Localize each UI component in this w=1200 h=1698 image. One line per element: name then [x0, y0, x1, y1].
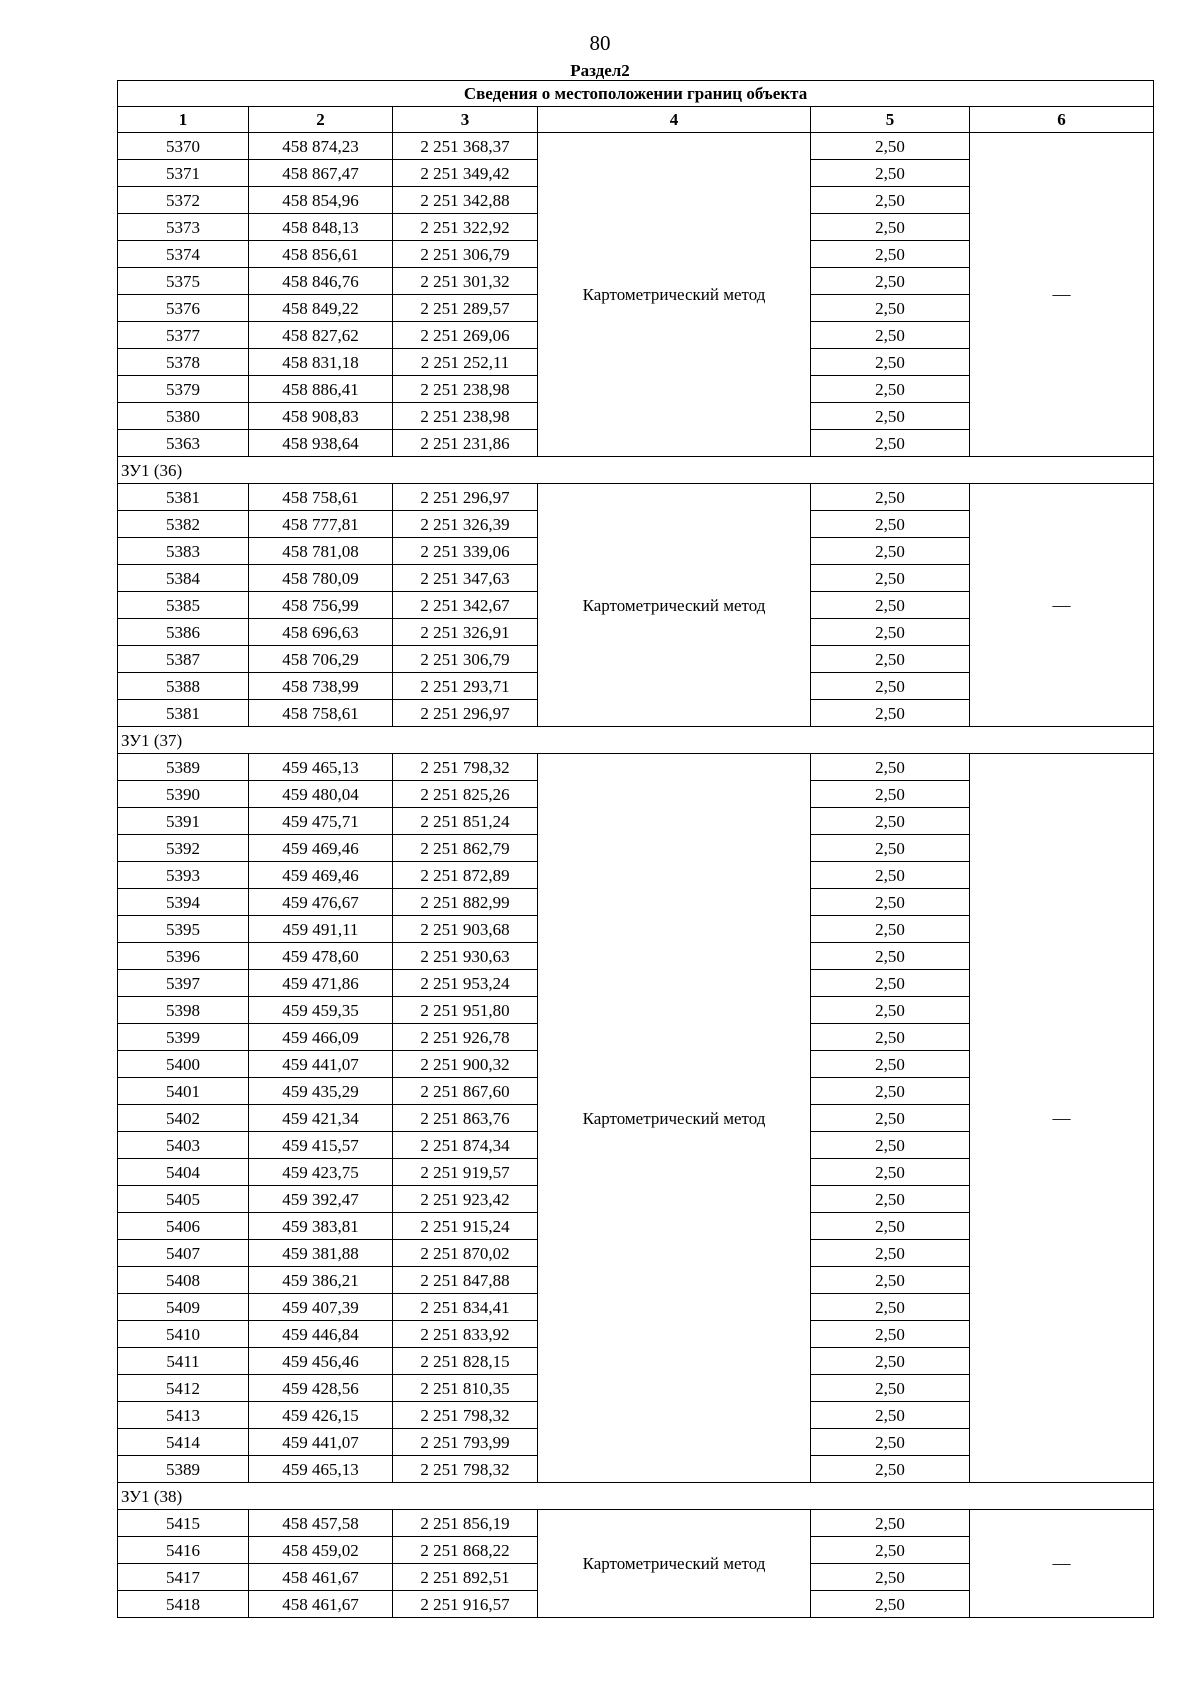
point-number-cell: 5363 — [118, 430, 249, 457]
precision-cell: 2,50 — [811, 1402, 970, 1429]
precision-cell: 2,50 — [811, 484, 970, 511]
precision-cell: 2,50 — [811, 322, 970, 349]
y-coordinate-cell: 2 251 892,51 — [393, 1564, 538, 1591]
y-coordinate-cell: 2 251 301,32 — [393, 268, 538, 295]
point-number-cell: 5389 — [118, 754, 249, 781]
precision-cell: 2,50 — [811, 700, 970, 727]
x-coordinate-cell: 459 476,67 — [249, 889, 393, 916]
x-coordinate-cell: 458 848,13 — [249, 214, 393, 241]
point-number-cell: 5380 — [118, 403, 249, 430]
group-label: ЗУ1 (36) — [118, 457, 1154, 484]
table-row — [118, 754, 1154, 781]
y-coordinate-cell: 2 251 339,06 — [393, 538, 538, 565]
y-coordinate-cell: 2 251 793,99 — [393, 1429, 538, 1456]
precision-cell: 2,50 — [811, 1132, 970, 1159]
y-coordinate-cell: 2 251 238,98 — [393, 376, 538, 403]
precision-cell: 2,50 — [811, 214, 970, 241]
point-number-cell: 5388 — [118, 673, 249, 700]
x-coordinate-cell: 459 441,07 — [249, 1429, 393, 1456]
group-label: ЗУ1 (37) — [118, 727, 1154, 754]
x-coordinate-cell: 458 846,76 — [249, 268, 393, 295]
x-coordinate-cell: 458 738,99 — [249, 673, 393, 700]
point-number-cell: 5386 — [118, 619, 249, 646]
x-coordinate-cell: 458 886,41 — [249, 376, 393, 403]
precision-cell: 2,50 — [811, 997, 970, 1024]
point-number-cell: 5381 — [118, 484, 249, 511]
x-coordinate-cell: 459 446,84 — [249, 1321, 393, 1348]
x-coordinate-cell: 458 758,61 — [249, 484, 393, 511]
precision-cell: 2,50 — [811, 565, 970, 592]
x-coordinate-cell: 458 849,22 — [249, 295, 393, 322]
point-number-cell: 5392 — [118, 835, 249, 862]
point-number-cell: 5391 — [118, 808, 249, 835]
x-coordinate-cell: 459 491,11 — [249, 916, 393, 943]
precision-cell: 2,50 — [811, 592, 970, 619]
precision-cell: 2,50 — [811, 1186, 970, 1213]
y-coordinate-cell: 2 251 872,89 — [393, 862, 538, 889]
section-title: Раздел2 — [570, 61, 630, 80]
x-coordinate-cell: 459 428,56 — [249, 1375, 393, 1402]
point-number-cell: 5399 — [118, 1024, 249, 1051]
x-coordinate-cell: 459 441,07 — [249, 1051, 393, 1078]
x-coordinate-cell: 458 827,62 — [249, 322, 393, 349]
x-coordinate-cell: 458 780,09 — [249, 565, 393, 592]
y-coordinate-cell: 2 251 867,60 — [393, 1078, 538, 1105]
method-cell: Картометрический метод — [538, 1510, 811, 1618]
point-number-cell: 5395 — [118, 916, 249, 943]
x-coordinate-cell: 458 457,58 — [249, 1510, 393, 1537]
precision-cell: 2,50 — [811, 1321, 970, 1348]
x-coordinate-cell: 459 435,29 — [249, 1078, 393, 1105]
precision-cell: 2,50 — [811, 1375, 970, 1402]
x-coordinate-cell: 458 856,61 — [249, 241, 393, 268]
y-coordinate-cell: 2 251 900,32 — [393, 1051, 538, 1078]
precision-cell: 2,50 — [811, 376, 970, 403]
group-label: ЗУ1 (38) — [118, 1483, 1154, 1510]
precision-cell: 2,50 — [811, 1591, 970, 1618]
point-number-cell: 5406 — [118, 1213, 249, 1240]
x-coordinate-cell: 458 461,67 — [249, 1564, 393, 1591]
precision-cell: 2,50 — [811, 160, 970, 187]
column-header: 2 — [249, 107, 393, 133]
x-coordinate-cell: 459 480,04 — [249, 781, 393, 808]
y-coordinate-cell: 2 251 953,24 — [393, 970, 538, 997]
precision-cell: 2,50 — [811, 1024, 970, 1051]
column-header: 5 — [811, 107, 970, 133]
point-number-cell: 5403 — [118, 1132, 249, 1159]
point-number-cell: 5394 — [118, 889, 249, 916]
precision-cell: 2,50 — [811, 916, 970, 943]
x-coordinate-cell: 458 908,83 — [249, 403, 393, 430]
point-number-cell: 5379 — [118, 376, 249, 403]
x-coordinate-cell: 458 874,23 — [249, 133, 393, 160]
y-coordinate-cell: 2 251 874,34 — [393, 1132, 538, 1159]
x-coordinate-cell: 458 831,18 — [249, 349, 393, 376]
x-coordinate-cell: 458 938,64 — [249, 430, 393, 457]
point-number-cell: 5371 — [118, 160, 249, 187]
point-number-cell: 5376 — [118, 295, 249, 322]
precision-cell: 2,50 — [811, 1294, 970, 1321]
x-coordinate-cell: 458 854,96 — [249, 187, 393, 214]
point-number-cell: 5400 — [118, 1051, 249, 1078]
precision-cell: 2,50 — [811, 1267, 970, 1294]
group-label-row — [118, 457, 1154, 484]
y-coordinate-cell: 2 251 306,79 — [393, 646, 538, 673]
y-coordinate-cell: 2 251 926,78 — [393, 1024, 538, 1051]
x-coordinate-cell: 459 469,46 — [249, 835, 393, 862]
point-number-cell: 5409 — [118, 1294, 249, 1321]
precision-cell: 2,50 — [811, 808, 970, 835]
point-number-cell: 5414 — [118, 1429, 249, 1456]
precision-cell: 2,50 — [811, 619, 970, 646]
x-coordinate-cell: 458 867,47 — [249, 160, 393, 187]
table-body — [118, 133, 1154, 1618]
boundary-coordinates-table — [117, 80, 1154, 1618]
precision-cell: 2,50 — [811, 754, 970, 781]
point-number-cell: 5381 — [118, 700, 249, 727]
point-number-cell: 5385 — [118, 592, 249, 619]
y-coordinate-cell: 2 251 916,57 — [393, 1591, 538, 1618]
y-coordinate-cell: 2 251 862,79 — [393, 835, 538, 862]
point-number-cell: 5402 — [118, 1105, 249, 1132]
precision-cell: 2,50 — [811, 1078, 970, 1105]
x-coordinate-cell: 458 756,99 — [249, 592, 393, 619]
point-number-cell: 5383 — [118, 538, 249, 565]
y-coordinate-cell: 2 251 296,97 — [393, 484, 538, 511]
precision-cell: 2,50 — [811, 970, 970, 997]
point-number-cell: 5407 — [118, 1240, 249, 1267]
x-coordinate-cell: 459 466,09 — [249, 1024, 393, 1051]
y-coordinate-cell: 2 251 834,41 — [393, 1294, 538, 1321]
y-coordinate-cell: 2 251 833,92 — [393, 1321, 538, 1348]
point-number-cell: 5370 — [118, 133, 249, 160]
y-coordinate-cell: 2 251 863,76 — [393, 1105, 538, 1132]
precision-cell: 2,50 — [811, 430, 970, 457]
point-number-cell: 5398 — [118, 997, 249, 1024]
point-number-cell: 5405 — [118, 1186, 249, 1213]
point-number-cell: 5397 — [118, 970, 249, 997]
y-coordinate-cell: 2 251 810,35 — [393, 1375, 538, 1402]
method-cell: Картометрический метод — [538, 484, 811, 727]
y-coordinate-cell: 2 251 326,91 — [393, 619, 538, 646]
y-coordinate-cell: 2 251 923,42 — [393, 1186, 538, 1213]
note-cell: — — [970, 754, 1154, 1483]
point-number-cell: 5374 — [118, 241, 249, 268]
point-number-cell: 5387 — [118, 646, 249, 673]
table-row — [118, 484, 1154, 511]
x-coordinate-cell: 459 383,81 — [249, 1213, 393, 1240]
y-coordinate-cell: 2 251 870,02 — [393, 1240, 538, 1267]
x-coordinate-cell: 459 456,46 — [249, 1348, 393, 1375]
point-number-cell: 5375 — [118, 268, 249, 295]
x-coordinate-cell: 458 461,67 — [249, 1591, 393, 1618]
precision-cell: 2,50 — [811, 1213, 970, 1240]
point-number-cell: 5396 — [118, 943, 249, 970]
y-coordinate-cell: 2 251 322,92 — [393, 214, 538, 241]
point-number-cell: 5413 — [118, 1402, 249, 1429]
x-coordinate-cell: 459 478,60 — [249, 943, 393, 970]
column-header: 6 — [970, 107, 1154, 133]
x-coordinate-cell: 459 421,34 — [249, 1105, 393, 1132]
point-number-cell: 5418 — [118, 1591, 249, 1618]
x-coordinate-cell: 459 426,15 — [249, 1402, 393, 1429]
point-number-cell: 5404 — [118, 1159, 249, 1186]
point-number-cell: 5373 — [118, 214, 249, 241]
x-coordinate-cell: 459 415,57 — [249, 1132, 393, 1159]
point-number-cell: 5416 — [118, 1537, 249, 1564]
precision-cell: 2,50 — [811, 403, 970, 430]
y-coordinate-cell: 2 251 868,22 — [393, 1537, 538, 1564]
y-coordinate-cell: 2 251 828,15 — [393, 1348, 538, 1375]
y-coordinate-cell: 2 251 882,99 — [393, 889, 538, 916]
y-coordinate-cell: 2 251 798,32 — [393, 754, 538, 781]
x-coordinate-cell: 459 471,86 — [249, 970, 393, 997]
y-coordinate-cell: 2 251 798,32 — [393, 1456, 538, 1483]
precision-cell: 2,50 — [811, 1510, 970, 1537]
y-coordinate-cell: 2 251 915,24 — [393, 1213, 538, 1240]
precision-cell: 2,50 — [811, 1429, 970, 1456]
point-number-cell: 5412 — [118, 1375, 249, 1402]
precision-cell: 2,50 — [811, 781, 970, 808]
precision-cell: 2,50 — [811, 538, 970, 565]
precision-cell: 2,50 — [811, 1159, 970, 1186]
precision-cell: 2,50 — [811, 889, 970, 916]
y-coordinate-cell: 2 251 930,63 — [393, 943, 538, 970]
precision-cell: 2,50 — [811, 943, 970, 970]
point-number-cell: 5382 — [118, 511, 249, 538]
note-cell: — — [970, 484, 1154, 727]
precision-cell: 2,50 — [811, 268, 970, 295]
y-coordinate-cell: 2 251 847,88 — [393, 1267, 538, 1294]
precision-cell: 2,50 — [811, 646, 970, 673]
x-coordinate-cell: 459 459,35 — [249, 997, 393, 1024]
x-coordinate-cell: 459 386,21 — [249, 1267, 393, 1294]
table-row — [118, 1510, 1154, 1537]
y-coordinate-cell: 2 251 825,26 — [393, 781, 538, 808]
y-coordinate-cell: 2 251 306,79 — [393, 241, 538, 268]
y-coordinate-cell: 2 251 289,57 — [393, 295, 538, 322]
x-coordinate-cell: 459 392,47 — [249, 1186, 393, 1213]
precision-cell: 2,50 — [811, 862, 970, 889]
x-coordinate-cell: 459 407,39 — [249, 1294, 393, 1321]
y-coordinate-cell: 2 251 296,97 — [393, 700, 538, 727]
point-number-cell: 5372 — [118, 187, 249, 214]
point-number-cell: 5410 — [118, 1321, 249, 1348]
y-coordinate-cell: 2 251 326,39 — [393, 511, 538, 538]
method-cell: Картометрический метод — [538, 754, 811, 1483]
precision-cell: 2,50 — [811, 511, 970, 538]
column-header-row — [118, 107, 1154, 133]
group-label-row — [118, 727, 1154, 754]
precision-cell: 2,50 — [811, 673, 970, 700]
page-number: 80 — [589, 31, 611, 55]
y-coordinate-cell: 2 251 252,11 — [393, 349, 538, 376]
precision-cell: 2,50 — [811, 241, 970, 268]
note-cell: — — [970, 133, 1154, 457]
x-coordinate-cell: 458 459,02 — [249, 1537, 393, 1564]
point-number-cell: 5415 — [118, 1510, 249, 1537]
y-coordinate-cell: 2 251 231,86 — [393, 430, 538, 457]
precision-cell: 2,50 — [811, 1051, 970, 1078]
y-coordinate-cell: 2 251 919,57 — [393, 1159, 538, 1186]
x-coordinate-cell: 459 475,71 — [249, 808, 393, 835]
precision-cell: 2,50 — [811, 1348, 970, 1375]
point-number-cell: 5377 — [118, 322, 249, 349]
precision-cell: 2,50 — [811, 295, 970, 322]
precision-cell: 2,50 — [811, 835, 970, 862]
y-coordinate-cell: 2 251 951,80 — [393, 997, 538, 1024]
column-header: 3 — [393, 107, 538, 133]
point-number-cell: 5390 — [118, 781, 249, 808]
precision-cell: 2,50 — [811, 187, 970, 214]
x-coordinate-cell: 459 381,88 — [249, 1240, 393, 1267]
y-coordinate-cell: 2 251 349,42 — [393, 160, 538, 187]
point-number-cell: 5401 — [118, 1078, 249, 1105]
precision-cell: 2,50 — [811, 1105, 970, 1132]
note-cell: — — [970, 1510, 1154, 1618]
y-coordinate-cell: 2 251 238,98 — [393, 403, 538, 430]
precision-cell: 2,50 — [811, 133, 970, 160]
precision-cell: 2,50 — [811, 1456, 970, 1483]
y-coordinate-cell: 2 251 368,37 — [393, 133, 538, 160]
point-number-cell: 5378 — [118, 349, 249, 376]
y-coordinate-cell: 2 251 342,67 — [393, 592, 538, 619]
point-number-cell: 5393 — [118, 862, 249, 889]
x-coordinate-cell: 458 758,61 — [249, 700, 393, 727]
column-header: 4 — [538, 107, 811, 133]
x-coordinate-cell: 459 423,75 — [249, 1159, 393, 1186]
x-coordinate-cell: 458 706,29 — [249, 646, 393, 673]
group-label-row — [118, 1483, 1154, 1510]
x-coordinate-cell: 459 469,46 — [249, 862, 393, 889]
table-row — [118, 133, 1154, 160]
x-coordinate-cell: 458 777,81 — [249, 511, 393, 538]
x-coordinate-cell: 458 781,08 — [249, 538, 393, 565]
table-caption: Сведения о местоположении границ объекта — [118, 81, 1154, 107]
x-coordinate-cell: 459 465,13 — [249, 1456, 393, 1483]
point-number-cell: 5389 — [118, 1456, 249, 1483]
x-coordinate-cell: 459 465,13 — [249, 754, 393, 781]
y-coordinate-cell: 2 251 856,19 — [393, 1510, 538, 1537]
precision-cell: 2,50 — [811, 1537, 970, 1564]
precision-cell: 2,50 — [811, 1564, 970, 1591]
y-coordinate-cell: 2 251 269,06 — [393, 322, 538, 349]
point-number-cell: 5384 — [118, 565, 249, 592]
point-number-cell: 5417 — [118, 1564, 249, 1591]
column-header: 1 — [118, 107, 249, 133]
y-coordinate-cell: 2 251 347,63 — [393, 565, 538, 592]
y-coordinate-cell: 2 251 798,32 — [393, 1402, 538, 1429]
y-coordinate-cell: 2 251 903,68 — [393, 916, 538, 943]
point-number-cell: 5411 — [118, 1348, 249, 1375]
precision-cell: 2,50 — [811, 349, 970, 376]
y-coordinate-cell: 2 251 342,88 — [393, 187, 538, 214]
x-coordinate-cell: 458 696,63 — [249, 619, 393, 646]
y-coordinate-cell: 2 251 293,71 — [393, 673, 538, 700]
method-cell: Картометрический метод — [538, 133, 811, 457]
precision-cell: 2,50 — [811, 1240, 970, 1267]
y-coordinate-cell: 2 251 851,24 — [393, 808, 538, 835]
point-number-cell: 5408 — [118, 1267, 249, 1294]
